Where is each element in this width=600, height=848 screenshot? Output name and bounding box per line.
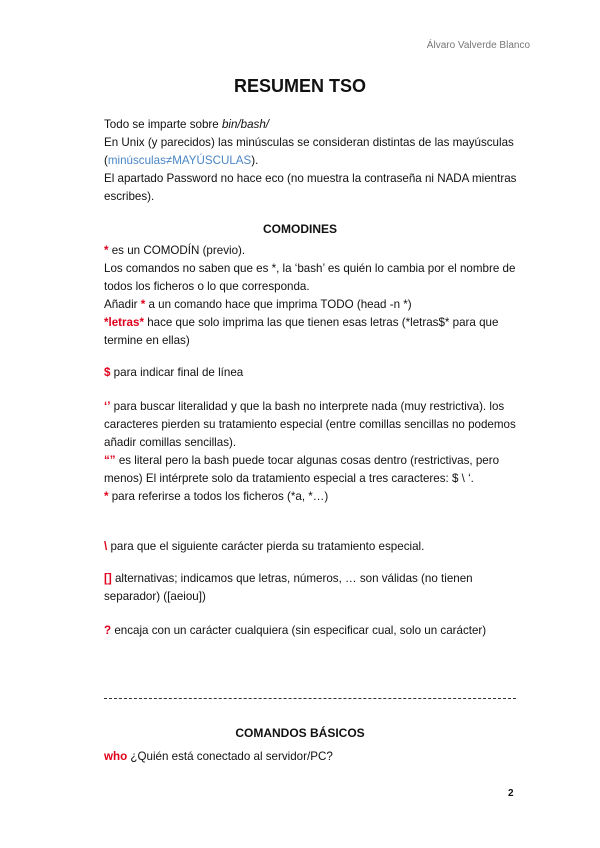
intro-shell-path: bin/bash/ [221,118,269,131]
backslash-line [104,538,524,556]
page-header-author: Álvaro Valverde Blanco [426,40,530,51]
double-quote-symbol: “” [104,454,116,467]
quotes-section [104,398,524,506]
double-quote-text: es literal pero la bash puede tocar algunas cosas dentro (restrictivas, pero menos) El intérprete solo da tratamiento especial a tres caracteres: $ \ ‘. [104,454,500,485]
dollar-text: para indicar final de línea [110,366,244,379]
page-title: RESUMEN TSO [233,76,366,96]
brackets-text: alternativas; indicamos que letras, números, … son válidas (no tienen separador) ([aeiou]) [104,572,473,603]
intro-line-shell-text: Todo se imparte sobre [104,118,222,131]
intro-line-shell [104,116,524,134]
letras-line [104,314,524,350]
intro-section [104,116,524,206]
comandos-section [104,748,524,766]
add-asterisk-prefix: Añadir [104,298,141,311]
brackets-line [104,570,524,606]
dashed-separator [104,698,516,699]
bash-explanation: Los comandos no saben que es *, la ‘bash’ es quién lo cambia por el nombre de todos los ficheros o lo que corresponda. [104,262,516,293]
letras-text: hace que solo imprima las que tienen esas letras (*letras$* para que termine en ellas) [104,316,499,347]
single-quote-text: para buscar literalidad y que la bash no interprete nada (muy restrictiva). los caracteres pierden su tratamiento especial (entre comillas sencillas no podemos añadir comillas sencillas). [104,400,516,449]
intro-line-case-end: ). [251,154,259,167]
brackets-symbol: [] [104,572,112,585]
add-asterisk-symbol: * [140,298,146,311]
intro-line-password: El apartado Password no hace eco (no muestra la contraseña ni NADA mientras escribes). [104,172,517,203]
who-line [104,748,524,766]
backslash-symbol: \ [104,540,108,553]
add-asterisk-suffix: a un comando hace que imprima TODO (head -n *) [145,298,412,311]
case-highlight: minúsculas≠MAYÚSCULAS [107,154,252,167]
section-heading-comodines: COMODINES [262,222,337,236]
star-all-text: para referirse a todos los ficheros (*a, *…) [108,490,329,503]
star-all-symbol: * [104,490,109,503]
single-quote-symbol: ‘’ [104,400,111,413]
brackets-section [104,570,524,606]
who-text: ¿Quién está conectado al servidor/PC? [127,750,333,763]
question-line [104,622,524,640]
backslash-text: para que el siguiente carácter pierda su tratamiento especial. [107,540,425,553]
double-quote-line [104,452,524,488]
asterisk-definition [104,242,524,260]
asterisk-symbol: * [104,244,109,257]
dollar-section [104,364,524,382]
comodines-section [104,242,524,350]
intro-line-case-text: En Unix (y parecidos) las minúsculas se consideran distintas de las mayúsculas ( [104,136,514,167]
add-asterisk-line [104,296,524,314]
question-symbol: ? [104,624,112,637]
who-command: who [104,750,128,763]
single-quote-line [104,398,524,452]
intro-line-case [104,134,524,170]
asterisk-definition-text: es un COMODÍN (previo). [108,244,246,257]
dollar-line [104,364,524,382]
letras-symbol: *letras* [104,316,144,329]
dollar-symbol: $ [104,366,111,379]
question-text: encaja con un carácter cualquiera (sin especificar cual, solo un carácter) [111,624,487,637]
section-heading-comandos: COMANDOS BÁSICOS [235,726,365,740]
page-number: 2 [508,788,514,799]
star-all-line [104,488,524,506]
backslash-section [104,538,524,556]
question-section [104,622,524,640]
